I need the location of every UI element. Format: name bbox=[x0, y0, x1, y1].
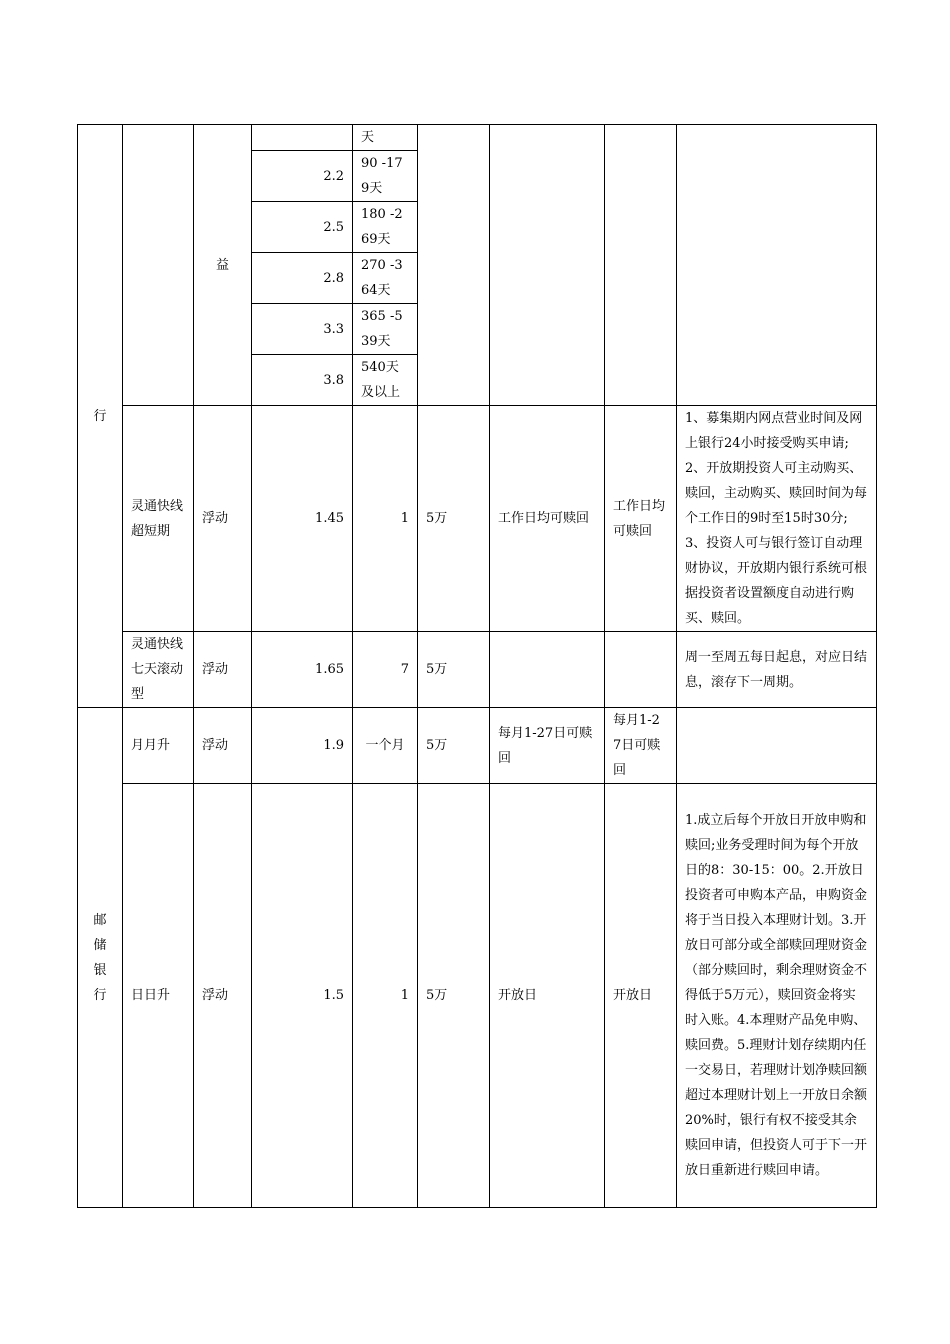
notes-cell bbox=[677, 125, 877, 406]
product-term: 1 bbox=[353, 784, 418, 1208]
product-notes: 周一至周五每日起息，对应日结息，滚存下一周期。 bbox=[677, 632, 877, 708]
product-notes bbox=[677, 708, 877, 784]
tier-term: 天 bbox=[353, 125, 418, 151]
bank-name-cell bbox=[78, 708, 123, 1208]
product-type: 浮动 bbox=[194, 632, 252, 708]
product-name-cell bbox=[123, 125, 194, 406]
bank-name: 邮储银行 bbox=[93, 912, 107, 1003]
product-redeem: 开放日 bbox=[490, 784, 605, 1208]
tier-term: 365 -539天 bbox=[353, 304, 418, 355]
product-purchase: 每月1-27日可赎回 bbox=[605, 708, 677, 784]
table-row bbox=[78, 708, 877, 784]
product-purchase bbox=[605, 632, 677, 708]
product-purchase: 工作日均可赎回 bbox=[605, 406, 677, 632]
tier-rate: 2.5 bbox=[252, 202, 353, 253]
product-rate: 1.9 bbox=[252, 708, 353, 784]
product-term: 7 bbox=[353, 632, 418, 708]
table-row bbox=[78, 406, 877, 632]
product-name: 月月升 bbox=[123, 708, 194, 784]
product-table bbox=[77, 124, 877, 1208]
product-term: 一个月 bbox=[353, 708, 418, 784]
redeem-cell bbox=[490, 125, 605, 406]
tier-rate: 2.2 bbox=[252, 151, 353, 202]
product-name: 日日升 bbox=[123, 784, 194, 1208]
bank-name-cell bbox=[78, 125, 123, 708]
bank-name: 行 bbox=[93, 408, 107, 424]
tier-term: 90 -179天 bbox=[353, 151, 418, 202]
product-min-amount: 5万 bbox=[418, 406, 490, 632]
product-rate: 1.45 bbox=[252, 406, 353, 632]
tier-rate: 2.8 bbox=[252, 253, 353, 304]
min-amount-cell bbox=[418, 125, 490, 406]
product-redeem: 工作日均可赎回 bbox=[490, 406, 605, 632]
product-purchase: 开放日 bbox=[605, 784, 677, 1208]
product-type-cell bbox=[194, 125, 252, 406]
tier-term: 540天及以上 bbox=[353, 355, 418, 406]
table-row bbox=[78, 632, 877, 708]
product-notes: 1.成立后每个开放日开放申购和赎回;业务受理时间为每个开放日的8：30-15：00。2.开放日投资者可申购本产品，申购资金将于当日投入本理财计划。3.开放日可部分或全部赎回理财资金（部分赎回时，剩余理财资金不得低于5万元），赎回资金将实时入账。4.本理财产品免申购、赎回费。5.理财计划存续期内任一交易日，若理财计划净赎回额超过本理财计划上一开放日余额20%时，银行有权不接受其余赎回申请，但投资人可于下一开放日重新进行赎回申请。 bbox=[677, 784, 877, 1208]
product-type: 益 bbox=[215, 257, 229, 273]
product-term: 1 bbox=[353, 406, 418, 632]
tier-rate: 3.3 bbox=[252, 304, 353, 355]
product-type: 浮动 bbox=[194, 784, 252, 1208]
tier-term: 270 -364天 bbox=[353, 253, 418, 304]
product-rate: 1.5 bbox=[252, 784, 353, 1208]
product-redeem: 每月1-27日可赎回 bbox=[490, 708, 605, 784]
product-min-amount: 5万 bbox=[418, 632, 490, 708]
product-min-amount: 5万 bbox=[418, 708, 490, 784]
product-rate: 1.65 bbox=[252, 632, 353, 708]
tier-rate: 3.8 bbox=[252, 355, 353, 406]
product-type: 浮动 bbox=[194, 406, 252, 632]
tier-rate bbox=[252, 125, 353, 151]
table-row bbox=[78, 125, 877, 151]
product-min-amount: 5万 bbox=[418, 784, 490, 1208]
product-redeem bbox=[490, 632, 605, 708]
product-type: 浮动 bbox=[194, 708, 252, 784]
table-row bbox=[78, 784, 877, 1208]
product-name: 灵通快线超短期 bbox=[123, 406, 194, 632]
tier-term: 180 -269天 bbox=[353, 202, 418, 253]
purchase-cell bbox=[605, 125, 677, 406]
product-notes: 1、募集期内网点营业时间及网上银行24小时接受购买申请;2、开放期投资人可主动购买、赎回，主动购买、赎回时间为每个工作日的9时至15时30分;3、投资人可与银行签订自动理财协议，开放期内银行系统可根据投资者设置额度自动进行购买、赎回。 bbox=[677, 406, 877, 632]
product-name: 灵通快线七天滚动型 bbox=[123, 632, 194, 708]
